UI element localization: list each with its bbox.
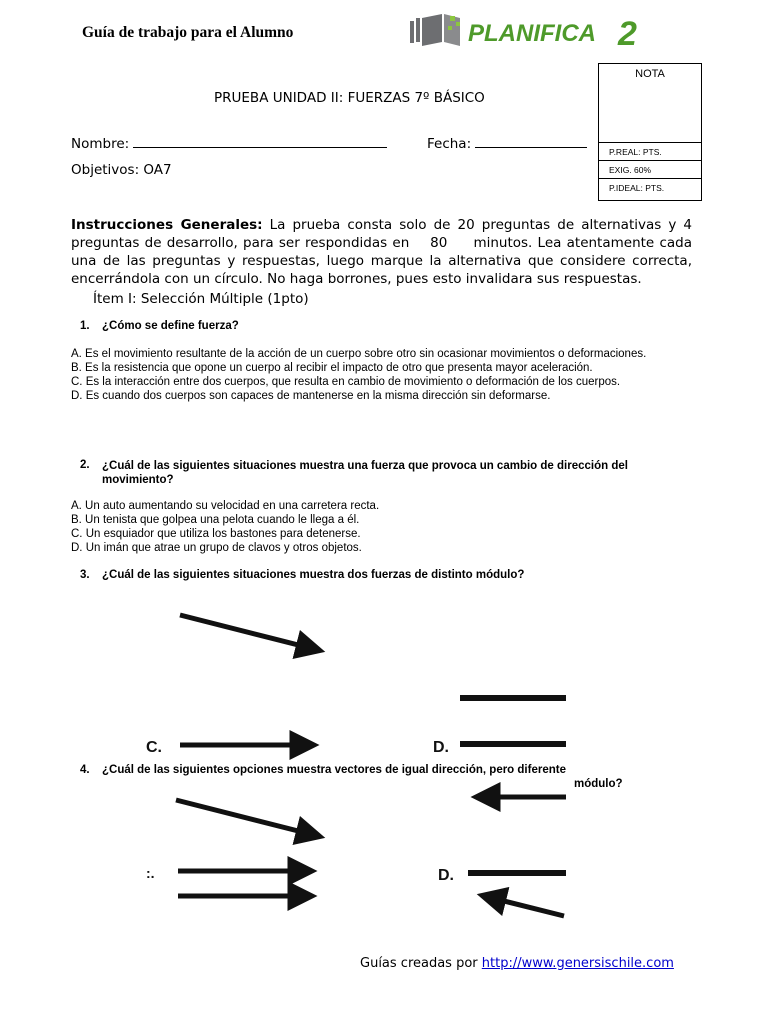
- q1-text: ¿Cómo se define fuerza?: [102, 320, 239, 332]
- q4-text-line1: ¿Cuál de las siguientes opciones muestra vectores de igual dirección, pero diferente: [102, 764, 566, 776]
- footer-text: Guías creadas por: [360, 956, 482, 971]
- exig-row: EXIG. 60%: [599, 160, 701, 178]
- preal-row: P.REAL: PTS.: [599, 142, 701, 160]
- q2-option-a[interactable]: A. Un auto aumentando su velocidad en una carretera recta.: [71, 500, 380, 512]
- q2-option-b[interactable]: B. Un tenista que golpea una pelota cuando le llega a él.: [71, 514, 360, 526]
- q1-option-c[interactable]: C. Es la interacción entre dos cuerpos, que resulta en cambio de movimiento o deformación de los cuerpos.: [71, 376, 621, 388]
- footer-link[interactable]: http://www.genersischile.com: [481, 956, 674, 971]
- nota-label: NOTA: [635, 68, 665, 80]
- q1-number: 1.: [80, 320, 90, 332]
- exam-title: PRUEBA UNIDAD II: FUERZAS 7º BÁSICO: [214, 90, 485, 106]
- q2-text: ¿Cuál de las siguientes situaciones muestra una fuerza que provoca un cambio de dirección del movimiento?: [102, 460, 628, 486]
- q4-label-c: :.: [146, 865, 155, 881]
- objetivos: Objetivos: OA7: [71, 162, 172, 178]
- nombre-label: Nombre:: [71, 136, 130, 152]
- instructions-text-1: La prueba consta solo de 20 preguntas de alternativas y 4 preguntas de desarrollo, para ser respondidas en: [71, 217, 692, 251]
- q3-number: 3.: [80, 569, 90, 581]
- q2-option-d[interactable]: D. Un imán que atrae un grupo de clavos y otros objetos.: [71, 542, 362, 554]
- logo-number: 2: [618, 15, 637, 52]
- q4-number: 4.: [80, 764, 90, 776]
- q3-label-c: C.: [146, 739, 162, 756]
- pideal-row: P.IDEAL: PTS.: [599, 178, 701, 196]
- q3-text: ¿Cuál de las siguientes situaciones muestra dos fuerzas de distinto módulo?: [102, 569, 525, 581]
- q3-label-d: D.: [433, 739, 449, 756]
- instructions-minutes: 80: [430, 235, 448, 251]
- q4-text-line2: módulo?: [574, 778, 623, 790]
- q3-vector-a: [180, 615, 318, 650]
- q4-vector-a: [176, 800, 318, 836]
- guide-title: Guía de trabajo para el Alumno: [82, 24, 294, 41]
- q4-vector-d1: [468, 870, 566, 876]
- section-title: Ítem I: Selección Múltiple (1pto): [93, 291, 309, 307]
- footer: [360, 956, 674, 971]
- q3-vector-d: [460, 741, 566, 747]
- instructions-text-2: minutos. Lea atentamente cada una de las preguntas y respuestas, luego marque la alternativa que considere correcta, encerrándola con un círculo. No haga borrones, pues esto invalidara sus respuestas.: [71, 235, 692, 287]
- q2-option-c[interactable]: C. Un esquiador que utiliza los bastones para detenerse.: [71, 528, 361, 540]
- q4-vector-d2: [484, 896, 564, 916]
- fecha-label: Fecha:: [427, 136, 472, 152]
- q4-label-d: D.: [438, 867, 454, 884]
- instructions-label: Instrucciones Generales:: [71, 217, 263, 233]
- q2-number: 2.: [80, 459, 90, 471]
- q1-option-d[interactable]: D. Es cuando dos cuerpos son capaces de mantenerse en la misma dirección sin deformarse.: [71, 390, 551, 402]
- q1-option-a[interactable]: A. Es el movimiento resultante de la acción de un cuerpo sobre otro sin ocasionar movimientos o deformaciones.: [71, 348, 647, 360]
- q3-vector-b: [460, 695, 566, 701]
- q1-option-b[interactable]: B. Es la resistencia que opone un cuerpo al recibir el impacto de otro que presenta mayor aceleración.: [71, 362, 593, 374]
- logo-wordmark: PLANIFICA: [468, 20, 596, 47]
